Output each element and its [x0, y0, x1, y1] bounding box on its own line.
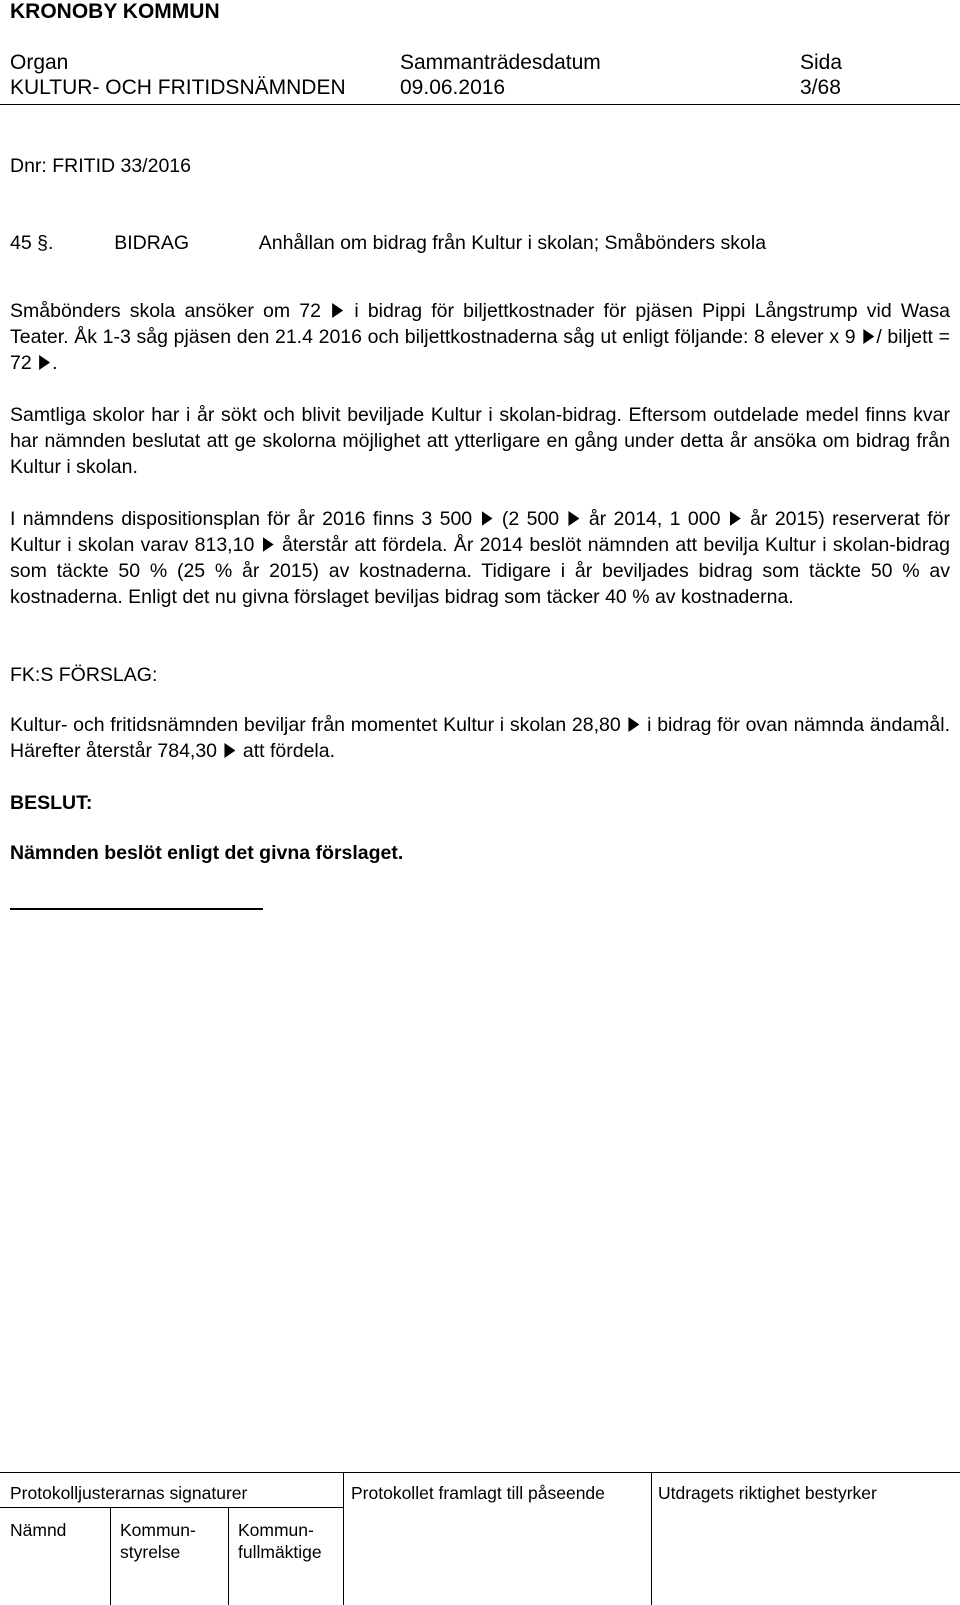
section-number: 45: [10, 232, 32, 254]
p4-text-c: att fördela.: [242, 740, 336, 762]
p4-text-a: Kultur- och fritidsnämnden beviljar från momentet Kultur i skolan 28,80: [10, 714, 621, 736]
header-organ: [10, 50, 346, 100]
extract-label: Utdragets riktighet bestyrker: [658, 1483, 877, 1503]
municipality-name: KRONOBY KOMMUN: [10, 0, 220, 23]
currency-icon: [224, 743, 235, 758]
decision-heading: BESLUT:: [10, 792, 93, 814]
section-symbol: §.: [37, 232, 54, 254]
p1-text-a: Småbönders skola ansöker om 72: [10, 300, 321, 322]
p3-text-a: I nämndens dispositionsplan för år 2016 finns 3 500: [10, 508, 473, 530]
header-page: [800, 50, 842, 100]
p1-text-c: / biljett = 72: [10, 326, 951, 374]
signature-box-divider: [110, 1507, 111, 1605]
signature-kommunfullmaktige-line1: Kommun-: [238, 1520, 314, 1540]
header-rule: [0, 104, 960, 105]
signature-kommunstyrelse: [120, 1519, 196, 1563]
page-label: Sida: [800, 51, 843, 74]
currency-icon: [332, 303, 343, 318]
p3-text-d: år 2015) reserverat för Kultur i skolan varav 813,10: [10, 508, 950, 556]
page-value: 3/68: [800, 76, 841, 99]
footer-divider: [651, 1472, 652, 1605]
p3-text-c: år 2014, 1 000: [588, 508, 721, 530]
section-category: BIDRAG: [114, 232, 189, 254]
presented-label: Protokollet framlagt till påseende: [351, 1483, 605, 1503]
p3-text-e: återstår att fördela. År 2014 beslöt nämnden att bevilja Kultur i skolan-bidrag som täckte 50 % (25 % år 2015) av kostnaderna. Tidigare i år beviljades bidrag som täckte 50 % av kostnaderna. Enligt det nu givna förslaget beviljas bidrag som täcker 40 % av kostnaderna.: [10, 534, 950, 608]
paragraph-budget: [10, 506, 950, 610]
date-value: 09.06.2016: [400, 76, 506, 99]
p1-text-b: i bidrag för biljettkostnader för pjäsen Pippi Långstrump vid Wasa Teater. Åk 1-3 såg pjäsen den 21.4 2016 och biljettkostnaderna såg ut enligt följande: 8 elever x 9: [10, 300, 950, 348]
signature-kommunfullmaktige: [238, 1519, 322, 1563]
p1-text-d: .: [52, 352, 58, 374]
paragraph-background: Samtliga skolor har i år sökt och blivit beviljade Kultur i skolan-bidrag. Eftersom outdelade medel finns kvar har nämnden beslutat att ge skolorna möjlighet att ytterligare en gång under detta år ansöka om bidrag från Kultur i skolan.: [10, 404, 950, 478]
signature-box-divider: [228, 1507, 229, 1605]
p3-text-b: (2 500: [501, 508, 560, 530]
currency-icon: [730, 511, 741, 526]
currency-icon: [482, 511, 493, 526]
organ-value: KULTUR- OCH FRITIDSNÄMNDEN: [10, 76, 346, 99]
decision-text: Nämnden beslöt enligt det givna förslaget.: [10, 842, 404, 864]
date-label: Sammanträdesdatum: [400, 51, 601, 74]
dnr: Dnr: FRITID 33/2016: [10, 155, 191, 177]
currency-icon: [568, 511, 579, 526]
signature-box-rule: [0, 1507, 343, 1508]
currency-icon: [628, 717, 639, 732]
proposal-heading: FK:S FÖRSLAG:: [10, 664, 158, 686]
currency-icon: [263, 537, 274, 552]
organ-label: Organ: [10, 51, 69, 74]
footer-divider: [343, 1472, 344, 1605]
paragraph-proposal: [10, 712, 950, 764]
header-date: [400, 50, 601, 100]
currency-icon: [39, 355, 50, 370]
signature-nämnd: Nämnd: [10, 1520, 67, 1540]
signatures-label: Protokolljusterarnas signaturer: [10, 1483, 248, 1503]
section-heading: [10, 230, 950, 256]
footer-rule: [0, 1472, 960, 1473]
signature-kommunstyrelse-line1: Kommun-: [120, 1520, 196, 1540]
paragraph-application: [10, 298, 950, 376]
p4-text-b: i bidrag för ovan nämnda ändamål. Härefter återstår 784,30: [10, 714, 950, 762]
section-title: Anhållan om bidrag från Kultur i skolan; Småbönders skola: [258, 232, 767, 254]
section-end-rule: [10, 908, 263, 910]
signature-kommunfullmaktige-line2: fullmäktige: [238, 1542, 322, 1562]
currency-icon: [863, 329, 874, 344]
signature-kommunstyrelse-line2: styrelse: [120, 1542, 181, 1562]
